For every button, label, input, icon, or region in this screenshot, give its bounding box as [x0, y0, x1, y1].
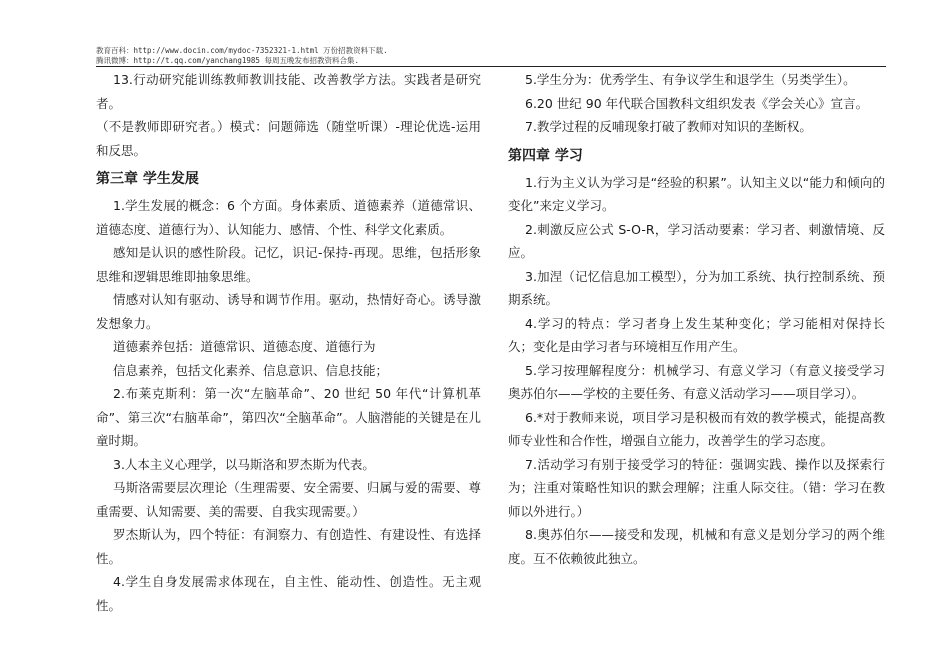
chapter-4-title: 第四章 学习	[508, 147, 583, 164]
paragraph-sor: 2.刺激反应公式 S-O-R，学习活动要素：学习者、刺激情境、反应。	[508, 221, 885, 260]
paragraph-gagne: 3.加涅（记忆信息加工模型），分为加工系统、执行控制系统、预期系统。	[508, 268, 885, 307]
paragraph-emotion: 情感对认知有驱动、诱导和调节作用。驱动，热情好奇心。诱导激发想象力。	[96, 292, 481, 331]
left-column	[96, 68, 481, 617]
paragraph-self-development: 4.学生自身发展需求体现在，自主性、能动性、创造性。无主观性。	[96, 574, 481, 613]
header-divider	[96, 66, 886, 67]
paragraph-rogers: 罗杰斯认为，四个特征：有洞察力、有创造性、有建设性、有选择性。	[96, 527, 481, 566]
paragraph-maslow: 马斯洛需要层次理论（生理需要、安全需要、归属与爱的需要、尊重需要、认知需要、美的需要、自我实现需要。）	[96, 480, 481, 519]
paragraph-unesco: 6.20 世纪 90 年代联合国教科文组织发表《学会关心》宣言。	[525, 95, 869, 111]
paragraph-ausubel: 8.奥苏伯尔——接受和发现，机械和有意义是划分学习的两个维度。互不依赖彼此独立。	[508, 527, 885, 566]
paragraph-reverse-feeding: 7.教学过程的反哺现象打破了教师对知识的垄断权。	[525, 119, 812, 134]
paragraph-moral-literacy: 道德素养包括：道德常识、道德态度、道德行为	[113, 339, 376, 354]
paragraph-13-continued: （不是教师即研究者。）模式：问题筛选（随堂听课）-理论优选-运用和反思。	[96, 119, 481, 158]
paragraph-humanism: 3.人本主义心理学，以马斯洛和罗杰斯为代表。	[113, 456, 375, 472]
paragraph-brain-revolution: 2.布莱克斯利：第一次“左脑革命”、20 世纪 50 年代“计算机革命”、第三次“右脑革命”，第四次“全脑革命”。人脑潜能的关键是在儿童时期。	[96, 386, 481, 448]
paragraph-learning-types: 5.学习按理解程度分：机械学习、有意义学习（有意义接受学习奥苏伯尔——学校的主要任务、有意义活动学习——项目学习）。	[508, 362, 885, 401]
paragraph-project-learning: 6.*对于教师来说，项目学习是积极而有效的教学模式，能提高教师专业性和合作性，增强自立能力，改善学生的学习态度。	[508, 409, 885, 448]
paragraph-learning-features: 4.学习的特点：学习者身上发生某种变化；学习能相对保持长久；变化是由学习者与环境相互作用产生。	[508, 315, 885, 354]
document-header	[96, 46, 886, 66]
paragraph-student-types: 5.学生分为：优秀学生、有争议学生和退学生（另类学生）。	[525, 72, 856, 87]
chapter-3-title: 第三章 学生发展	[96, 171, 199, 187]
paragraph-behaviorism: 1.行为主义认为学习是“经验的积累”。认知主义以“能力和倾向的变化”来定义学习。	[508, 174, 885, 213]
header-line-weibo: 腾讯微博：http://t.qq.com/yanchang1985 每周五晚发布招教资料合集.	[96, 56, 359, 65]
paragraph-activity-learning: 7.活动学习有别于接受学习的特征：强调实践、操作以及探索行为；注重对策略性知识的默会理解；注重人际交往。（错：学习在教师以外进行。）	[508, 456, 885, 519]
paragraph-perception: 感知是认识的感性阶段。记忆，识记-保持-再现。思维，包括形象思维和逻辑思维即抽象思维。	[96, 245, 481, 284]
paragraph-information-literacy: 信息素养，包括文化素养、信息意识、信息技能；	[113, 362, 389, 378]
paragraph-student-development: 1.学生发展的概念：6 个方面。身体素质、道德素养（道德常识、道德态度、道德行为）、认知能力、感情、个性、科学文化素质。	[96, 198, 481, 237]
right-column	[508, 68, 885, 570]
paragraph-13-action-research: 13.行动研究能训练教师教训技能、改善教学方法。实践者是研究者。	[96, 72, 481, 111]
header-line-docin: 教育百科：http://www.docin.com/mydoc-7352321-1.html 万份招教资料下载.	[96, 46, 388, 55]
